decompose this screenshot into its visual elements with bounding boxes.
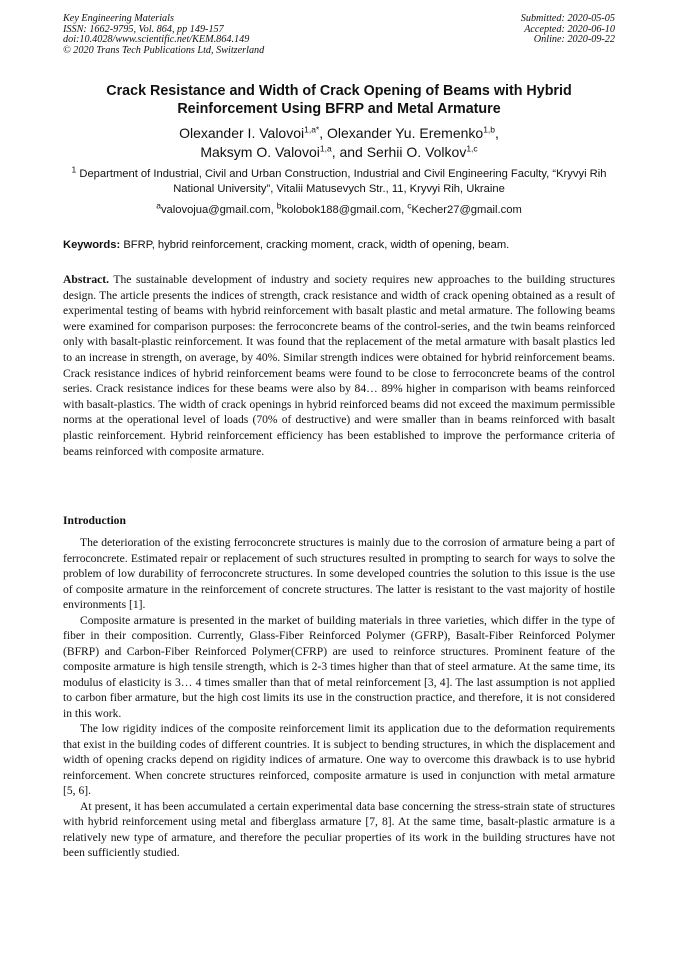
keywords-text: BFRP, hybrid reinforcement, cracking moment, crack, width of opening, beam.: [123, 239, 510, 251]
online-date: Online: 2020-09-22: [533, 34, 615, 46]
email-superscript: a: [156, 200, 161, 211]
abstract-label: Abstract.: [63, 273, 110, 286]
email-address: kolobok188@gmail.com: [281, 204, 402, 216]
author-superscript: 1,a*: [304, 124, 320, 135]
author-separator: ,: [319, 125, 328, 141]
email-address: Kecher27@gmail.com: [411, 204, 522, 216]
author-name: Olexander I. Valovoi: [179, 125, 305, 141]
journal-issn: ISSN: 1662-9795, Vol. 864, pp 149-157: [63, 23, 224, 35]
journal-name: Key Engineering Materials: [63, 13, 174, 24]
journal-info: [63, 14, 264, 56]
author-separator: , and: [331, 144, 367, 160]
email-list: $^a$valovojua@gmail.com, $^b$kolobok188@gmail.com, $^c$Kecher27@gmail.com: [156, 200, 522, 216]
journal-copyright: © 2020 Trans Tech Publications Ltd, Switzerland: [63, 44, 265, 56]
affiliation-text: Department of Industrial, Civil and Urban Construction, Industrial and Civil Engineering Faculty, “Kryvyi Rih National University”, Vitalii Matusevych Str., 11, Kryvyi Rih, Ukraine: [79, 168, 607, 195]
keywords-label: Keywords:: [63, 239, 121, 251]
affiliation-superscript: 1: [71, 164, 77, 175]
affiliation: [63, 164, 615, 197]
author-separator: ,: [495, 125, 499, 141]
paragraph: Composite armature is presented in the market of building materials in three varieties, which differ in the type of fiber in their composition. Currently, Glass-Fiber Reinforced Polymer (GFRP), Basalt-Fiber Reinforced Polymer (BFRP) and Carbon-Fiber Reinforced Polymer(CFRP) are used to reinforce structures. Prominent feature of the composite armature is high tensile strength, which is 2-3 times higher than that of steel armature. At the same time, its modulus of elasticity is 3… 4 times smaller than that of metal reinforcement [3, 4]. The last assumption is not applied to carbon fiber armature, but the high cost limits its use in the construction practice, and therefore, it is not considered in this work.: [63, 613, 615, 720]
author-list: [63, 124, 615, 162]
journal-doi: doi:10.4028/www.scientific.net/KEM.864.149: [63, 34, 250, 46]
author-name: Maksym O. Valovoi: [200, 144, 320, 160]
author-superscript: 1,c: [466, 143, 478, 154]
author-name: Olexander Yu. Eremenko: [327, 125, 484, 141]
introduction-body: [63, 535, 615, 861]
email-superscript: b: [276, 200, 282, 211]
submission-dates: [521, 14, 615, 46]
section-heading-introduction: Introduction: [63, 514, 126, 527]
abstract: [63, 272, 615, 459]
paper-title: Crack Resistance and Width of Crack Opening of Beams with Hybrid Reinforcement Using BFRP and Metal Armature: [106, 83, 572, 117]
submitted-date: Submitted: 2020-05-05: [520, 13, 615, 24]
email-address: valovojua@gmail.com: [160, 204, 271, 216]
paragraph: The low rigidity indices of the composite reinforcement limit its application due to the deformation requirements that exist in the building codes of different countries. It is subject to bending structures, in which the displacement and width of opening cracks depend on rigidity indices of armature. One way to overcome this drawback is to use hybrid reinforcement. When concrete structures reinforced, composite armature is used in conjunction with metal armature [5, 6].: [63, 722, 615, 797]
author-superscript: 1,b: [483, 124, 496, 135]
keywords: [63, 238, 615, 253]
paragraph: At present, it has been accumulated a certain experimental data base concerning the stress-strain state of structures with hybrid reinforcement using metal and fiberglass armature [7, 8]. At the same time, basalt-plastic armature is a relatively new type of armature, and therefore the peculiar properties of its work in the building structures have not been sufficiently studied.: [63, 799, 615, 859]
paragraph: The deterioration of the existing ferroconcrete structures is mainly due to the corrosion of armature being a part of ferroconcrete. Estimated repair or replacement of such structures resulted in prompting to search for ways to solve the problem of low durability of ferroconcrete structures. In some developed countries the solution to this issue is the use of composite armature in the reinforcement of concrete structures. The latter is resistant to the vast majority of hostile environments [1].: [63, 536, 615, 611]
abstract-text: The sustainable development of industry and society requires new approaches to the building structures design. The article presents the indices of strength, crack resistance and width of crack opening obtained as a result of experimental testing of beams with hybrid reinforcement with basalt plastic and metal armature. The following beams were examined for comparison purposes: the ferroconcrete beams of the control-series, and the twin beams reinforced only with basalt-plastic reinforcement. It was found that the replacement of the metal armature with basalt plastics led to an increase in strength, on average, by 40%. Similar strength indices were obtained for hybrid reinforcement beams. Crack resistance indices of hybrid reinforcement beams were found to be close to ferroconcrete beams of the control series. Crack resistance indices for these beams were also by 84… 89% higher in comparison with beams reinforced with basalt-plastics. The width of crack openings in hybrid reinforced beams did not exceed the maximum permissible norms at the operational level of loads (70% of destructive) and were smaller than in beams reinforced with basalt plastic reinforcement. Hybrid reinforcement efficiency has been established to improve the performance criteria of beams reinforced with composite armature.: [63, 273, 615, 458]
author-name: Serhii O. Volkov: [366, 144, 467, 160]
author-superscript: 1,a: [319, 143, 332, 154]
email-superscript: c: [407, 200, 412, 211]
accepted-date: Accepted: 2020-06-10: [524, 23, 615, 35]
